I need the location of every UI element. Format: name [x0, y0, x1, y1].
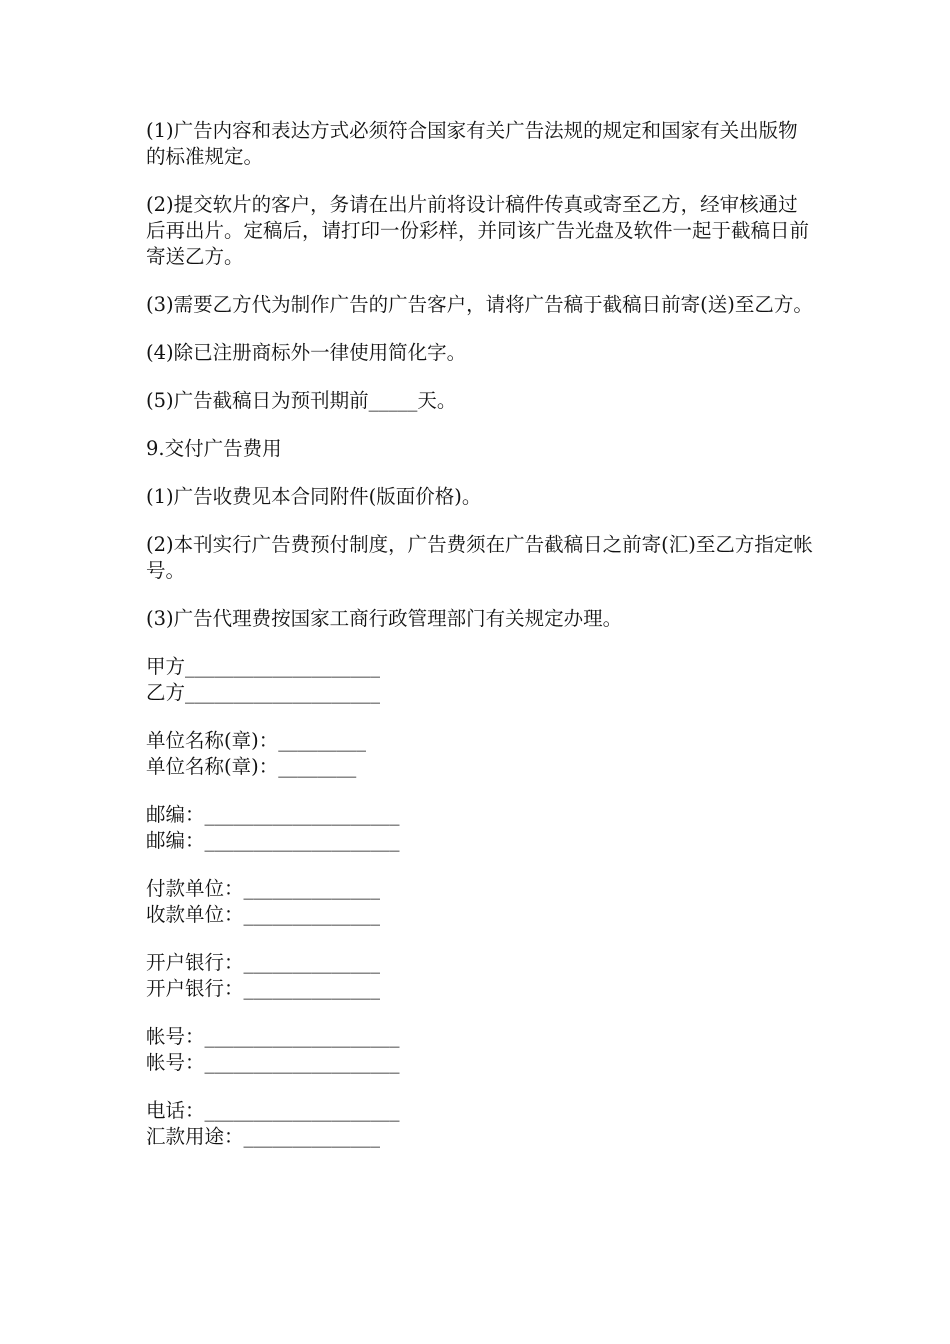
clause-8-1: (1)广告内容和表达方式必须符合国家有关广告法规的规定和国家有关出版物的标准规定。	[146, 119, 798, 168]
payer-line: 付款单位：______________	[146, 877, 381, 900]
purpose-line: 汇款用途：______________	[146, 1125, 381, 1148]
bank-b-line: 开户银行：______________	[146, 977, 381, 1000]
clause-8-5: (5)广告截稿日为预刊期前_____天。	[146, 389, 457, 412]
clause-8-2: (2)提交软片的客户，务请在出片前将设计稿件传真或寄至乙方，经审核通过后再出片。定稿后，请打印一份彩样，并同该广告光盘及软件一起于截稿日前寄送乙方。	[146, 193, 810, 268]
account-b-line: 帐号：____________________	[146, 1051, 400, 1074]
bank-a-line: 开户银行：______________	[146, 951, 381, 974]
signature-parties	[146, 654, 816, 706]
section-9-heading: 9.交付广告费用	[146, 437, 282, 460]
document-page	[146, 118, 816, 1172]
payee-line: 收款单位：______________	[146, 903, 381, 926]
clause-8-3: (3)需要乙方代为制作广告的广告客户，请将广告稿于截稿日前寄(送)至乙方。	[146, 293, 813, 316]
unit-a-line: 单位名称(章)：_________	[146, 729, 366, 752]
signature-postcodes	[146, 802, 816, 854]
account-a-line: 帐号：____________________	[146, 1025, 400, 1048]
signature-accounts	[146, 1024, 816, 1076]
clause-9-3: (3)广告代理费按国家工商行政管理部门有关规定办理。	[146, 607, 623, 630]
signature-contact	[146, 1098, 816, 1150]
signature-units	[146, 728, 816, 780]
unit-b-line: 单位名称(章)：________	[146, 755, 357, 778]
signature-banks	[146, 950, 816, 1002]
clause-8-4: (4)除已注册商标外一律使用简化字。	[146, 341, 467, 364]
signature-payment-units	[146, 876, 816, 928]
postcode-b-line: 邮编：____________________	[146, 829, 400, 852]
phone-line: 电话：____________________	[146, 1099, 400, 1122]
clause-9-2: (2)本刊实行广告费预付制度，广告费须在广告截稿日之前寄(汇)至乙方指定帐号。	[146, 533, 813, 582]
clause-9-1: (1)广告收费见本合同附件(版面价格)。	[146, 485, 482, 508]
party-b-line: 乙方____________________	[146, 681, 381, 704]
party-a-line: 甲方____________________	[146, 655, 381, 678]
postcode-a-line: 邮编：____________________	[146, 803, 400, 826]
